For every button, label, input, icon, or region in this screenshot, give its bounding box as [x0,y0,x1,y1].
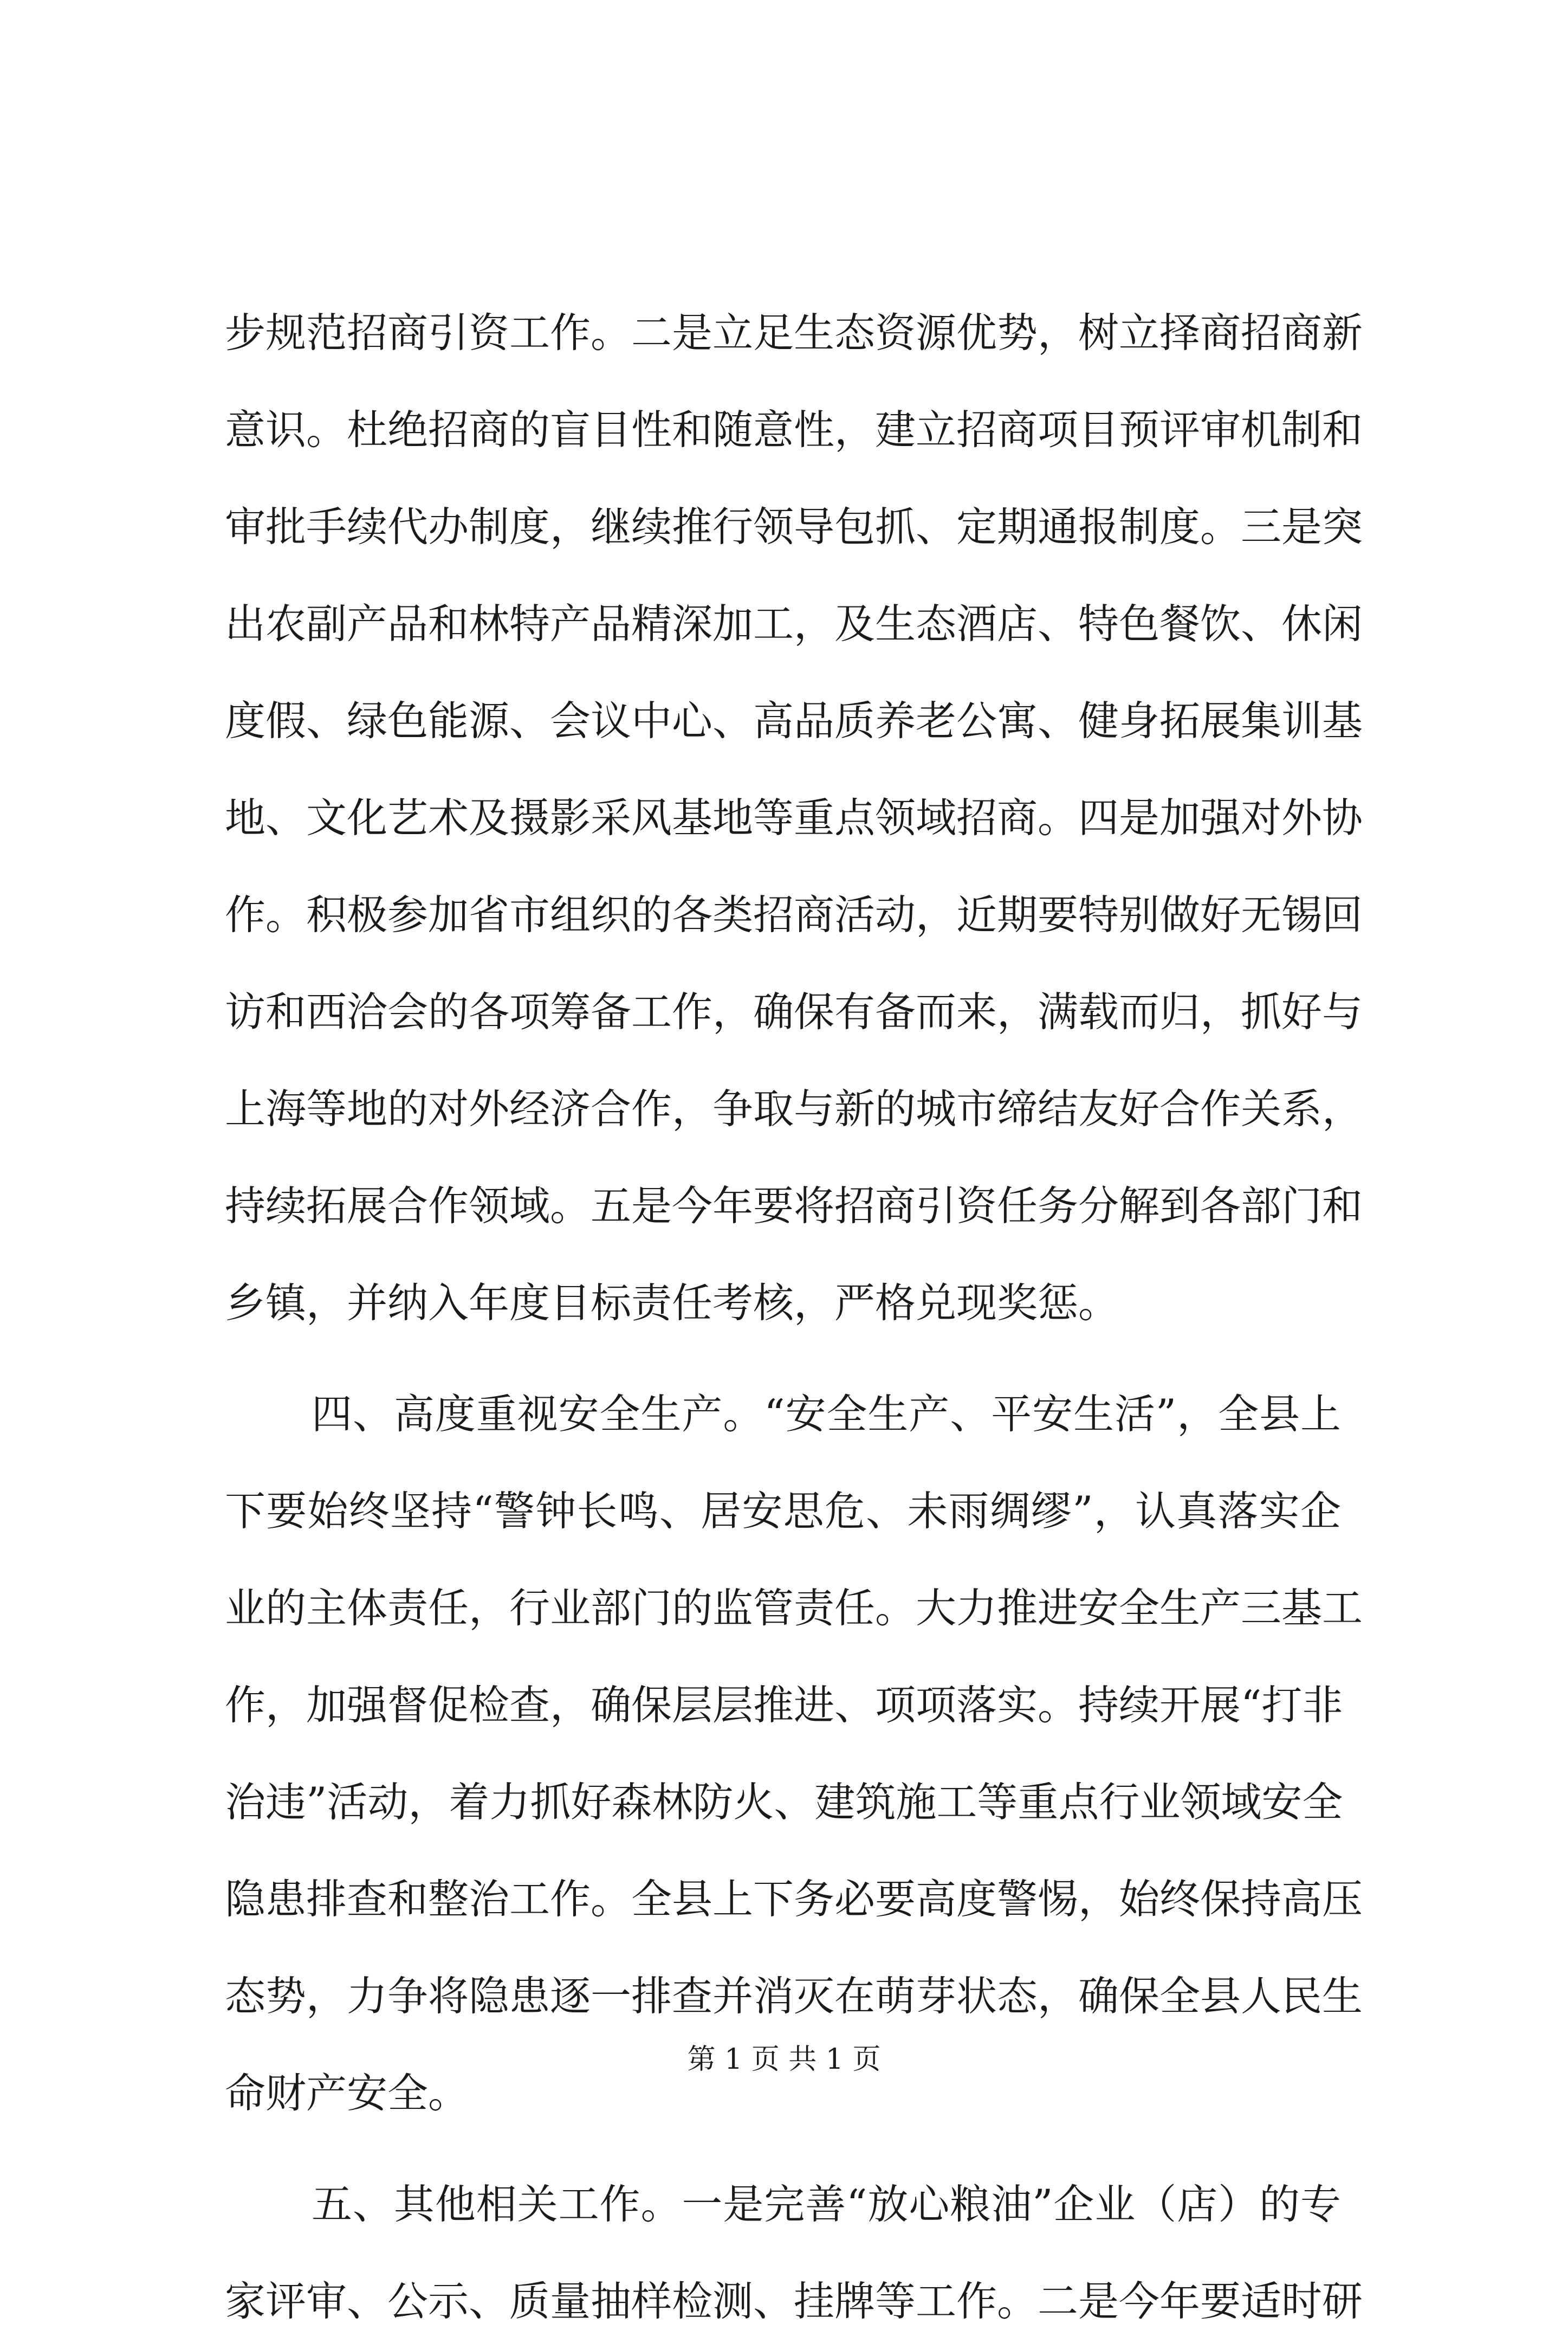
text-line: 乡镇，并纳入年度目标责任考核，严格兑现奖惩。 [225,1279,1119,1327]
paragraph-safety-production [225,1366,1363,2142]
text-line: 命财产安全。 [225,2069,469,2117]
text-line: 家评审、公示、质量抽样检测、挂牌等工作。二是今年要适时研 [225,2277,1363,2325]
page-footer: 第 1 页 共 1 页 [687,2043,881,2076]
text-line: 步规范招商引资工作。二是立足生态资源优势，树立择商招商新 [225,309,1363,357]
text-line: 四、高度重视安全生产。“安全生产、平安生活”，全县上 [312,1390,1341,1438]
text-line: 业的主体责任，行业部门的监管责任。大力推进安全生产三基工 [225,1584,1363,1632]
text-line: 审批手续代办制度，继续推行领导包抓、定期通报制度。三是突 [225,503,1363,551]
text-line: 度假、绿色能源、会议中心、高品质养老公寓、健身拓展集训基 [225,697,1363,745]
text-line: 态势，力争将隐患逐一排查并消灭在萌芽状态，确保全县人民生 [225,1972,1363,2020]
text-line: 意识。杜绝招商的盲目性和随意性，建立招商项目预评审机制和 [225,406,1363,454]
paragraph-spacer [225,2142,1341,2156]
text-line: 地、文化艺术及摄影采风基地等重点领域招商。四是加强对外协 [225,794,1363,842]
text-line: 持续拓展合作领域。五是今年要将招商引资任务分解到各部门和 [225,1182,1363,1230]
text-line: 出农副产品和林特产品精深加工，及生态酒店、特色餐饮、休闲 [225,600,1363,648]
text-line: 隐患排查和整治工作。全县上下务必要高度警惕，始终保持高压 [225,1875,1363,1923]
text-line: 作。积极参加省市组织的各类招商活动，近期要特别做好无锡回 [225,891,1363,939]
text-line: 上海等地的对外经济合作，争取与新的城市缔结友好合作关系， [225,1085,1363,1133]
text-line: 访和西洽会的各项筹备工作，确保有备而来，满载而归，抓好与 [225,988,1363,1036]
text-line: 五、其他相关工作。一是完善“放心粮油”企业（店）的专 [312,2180,1341,2228]
paragraph-other-work [225,2156,1363,2350]
text-line: 作，加强督促检查，确保层层推进、项项落实。持续开展“打非 [225,1681,1343,1729]
paragraph-spacer [225,1352,1341,1366]
paragraph-continued [225,285,1363,1352]
text-line: 治违”活动，着力抓好森林防火、建筑施工等重点行业领域安全 [225,1778,1343,1826]
text-line: 下要始终坚持“警钟长鸣、居安思危、未雨绸缪”，认真落实企 [225,1487,1341,1535]
